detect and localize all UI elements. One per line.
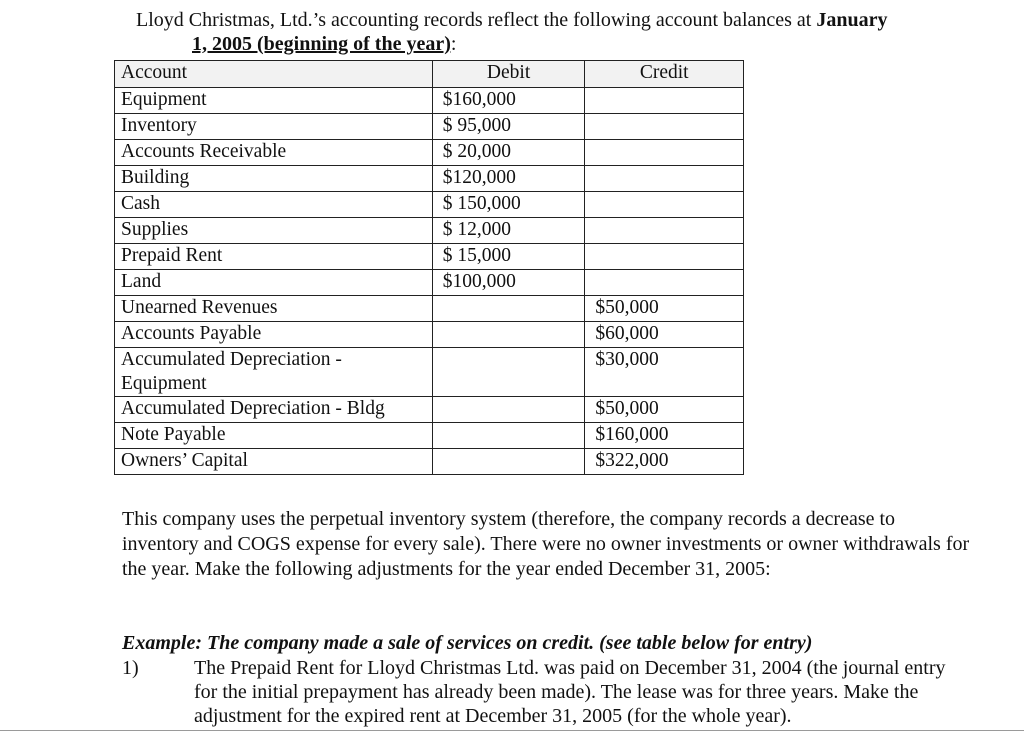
bottom-divider [0,730,1024,731]
account-cell: Building [115,166,433,192]
table-row [115,140,744,166]
table-row [115,270,744,296]
debit-cell [432,296,585,322]
account-balances-table [114,60,744,475]
account-cell: Cash [115,192,433,218]
intro-line-2 [136,32,976,56]
credit-cell [585,218,744,244]
header-credit: Credit [585,61,744,88]
credit-cell [585,114,744,140]
debit-cell: $ 150,000 [432,192,585,218]
intro-heading [136,8,976,56]
credit-cell: $322,000 [585,449,744,475]
credit-cell [585,270,744,296]
account-cell: Note Payable [115,423,433,449]
header-debit: Debit [432,61,585,88]
debit-cell: $100,000 [432,270,585,296]
debit-cell: $ 12,000 [432,218,585,244]
account-cell: Inventory [115,114,433,140]
table-row [115,296,744,322]
credit-cell [585,140,744,166]
table-row [115,114,744,140]
table-row [115,166,744,192]
account-cell: Unearned Revenues [115,296,433,322]
table-row [115,397,744,423]
debit-cell [432,348,585,397]
credit-cell: $50,000 [585,397,744,423]
credit-cell [585,166,744,192]
table-row [115,218,744,244]
credit-cell [585,88,744,114]
intro-colon: : [450,33,457,55]
credit-cell: $160,000 [585,423,744,449]
account-cell: Accumulated Depreciation - Bldg [115,397,433,423]
credit-cell [585,192,744,218]
table-row [115,192,744,218]
header-account: Account [115,61,433,88]
item-text: The Prepaid Rent for Lloyd Christmas Ltd. was paid on December 31, 2004 (the journal entry for the initial prepayment has already been made). The lease was for three years. Make the adjustment for the expired rent at December 31, 2005 (for the whole year). [194,657,946,727]
intro-text: Lloyd Christmas, Ltd.’s accounting records reflect the following account balances at [136,9,817,31]
instructions-paragraph: This company uses the perpetual inventory system (therefore, the company records a decrease to inventory and COGS expense for every sale). There were no owner investments or owner withdrawals for the year. Make the following adjustments for the year ended December 31, 2005: [122,508,970,580]
debit-cell: $ 15,000 [432,244,585,270]
credit-cell: $30,000 [585,348,744,397]
account-cell: Supplies [115,218,433,244]
table-row [115,88,744,114]
debit-cell: $160,000 [432,88,585,114]
credit-cell: $60,000 [585,322,744,348]
account-cell: Accounts Receivable [115,140,433,166]
debit-cell [432,449,585,475]
debit-cell: $ 95,000 [432,114,585,140]
table-row [115,322,744,348]
intro-line-1 [136,8,976,32]
account-cell: Equipment [115,88,433,114]
table-header-row [115,61,744,88]
debit-cell [432,423,585,449]
account-cell: Land [115,270,433,296]
account-cell: Accounts Payable [115,322,433,348]
debit-cell [432,397,585,423]
table-body [115,88,744,475]
item-number: 1) [122,657,139,679]
table-row [115,244,744,270]
table-row [115,449,744,475]
credit-cell: $50,000 [585,296,744,322]
account-cell: Owners’ Capital [115,449,433,475]
example-line: Example: The company made a sale of services on credit. (see table below for entry) [122,632,813,654]
credit-cell [585,244,744,270]
table-row [115,423,744,449]
debit-cell: $120,000 [432,166,585,192]
account-cell: Accumulated Depreciation - Equipment [115,348,433,397]
table-row [115,348,744,397]
debit-cell [432,322,585,348]
debit-cell: $ 20,000 [432,140,585,166]
intro-date-part-1: January [816,9,888,31]
intro-date-part-2: 1, 2005 (beginning of the year) [192,33,451,55]
account-cell: Prepaid Rent [115,244,433,270]
list-item [122,656,972,728]
